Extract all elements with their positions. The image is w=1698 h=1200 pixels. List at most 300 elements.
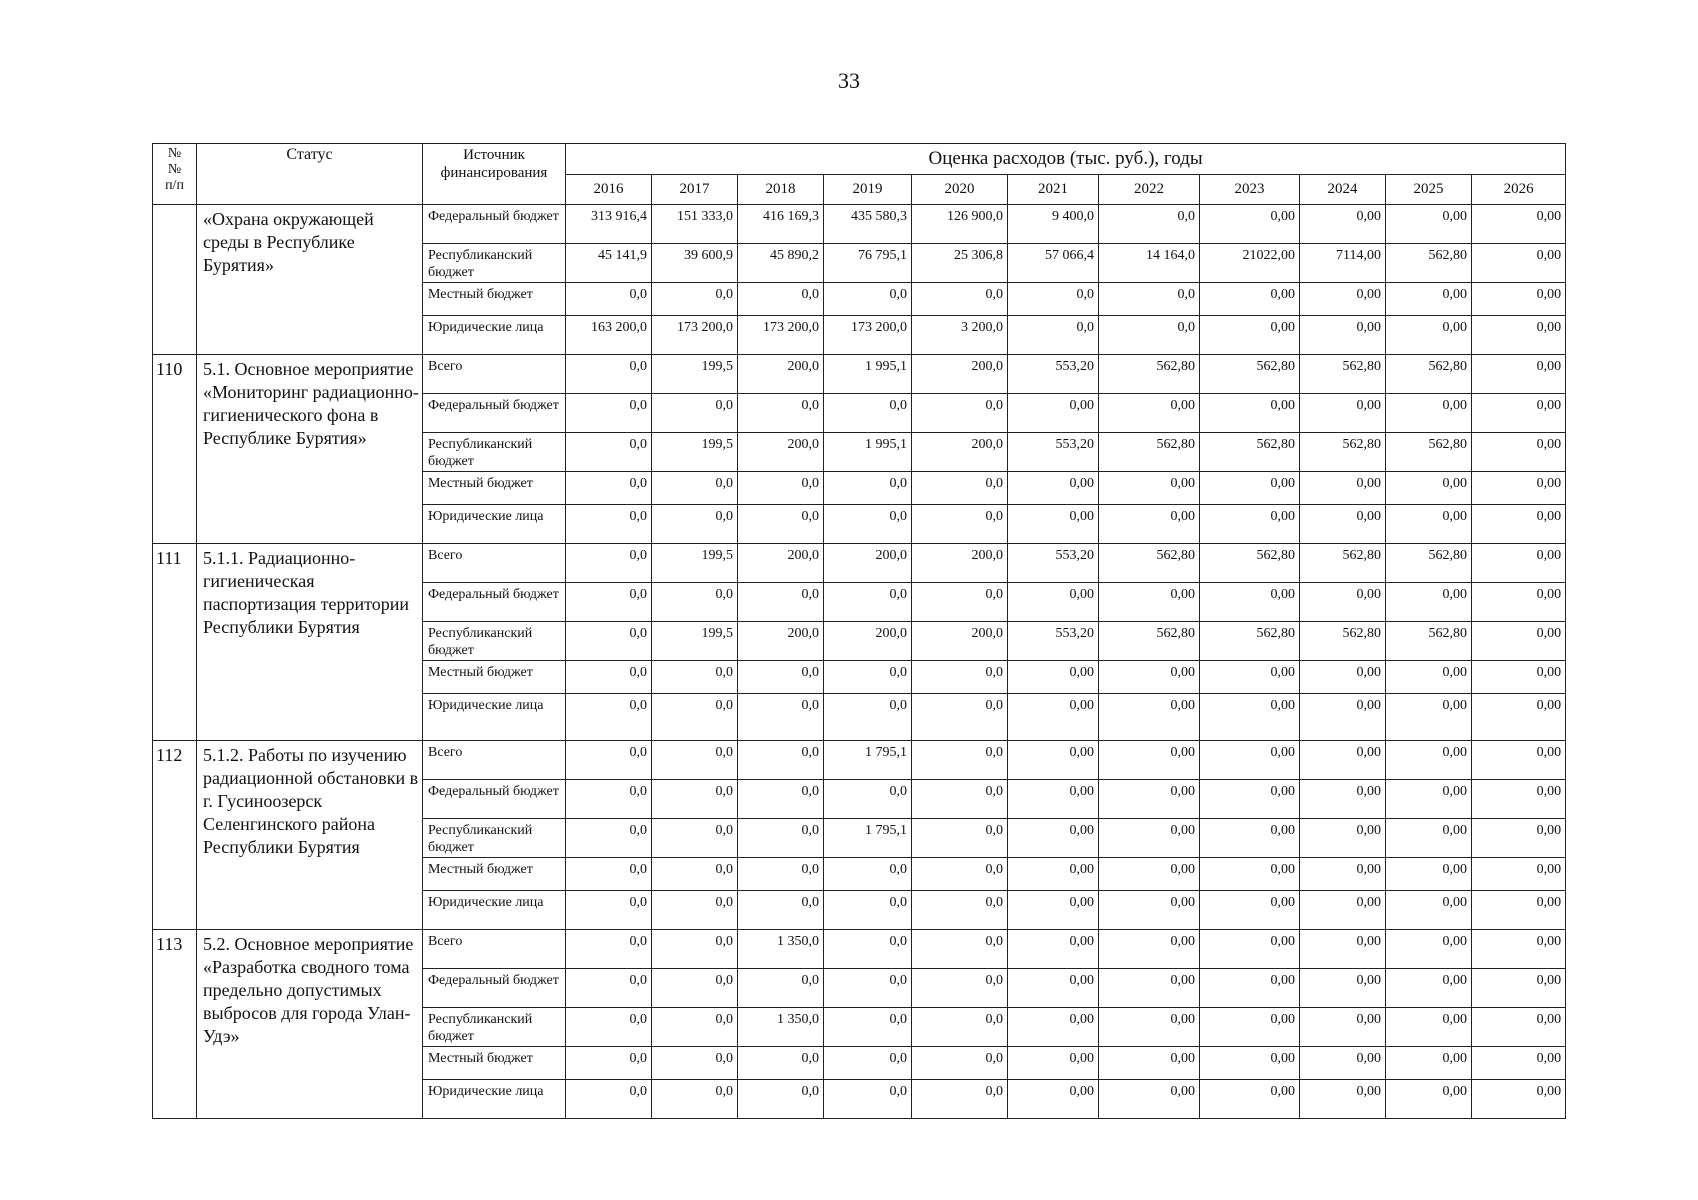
value-cell: 0,00 [1386, 316, 1472, 355]
funding-source: Республиканский бюджет [423, 1008, 566, 1047]
value-cell: 0,0 [1099, 316, 1200, 355]
value-cell: 0,00 [1472, 394, 1566, 433]
value-cell: 0,00 [1300, 583, 1386, 622]
value-cell: 0,00 [1386, 969, 1472, 1008]
value-cell: 0,0 [912, 1008, 1008, 1047]
value-cell: 0,00 [1008, 1047, 1099, 1080]
value-cell: 0,0 [566, 472, 652, 505]
value-cell: 553,20 [1008, 544, 1099, 583]
funding-source: Юридические лица [423, 316, 566, 355]
value-cell: 0,00 [1200, 394, 1300, 433]
value-cell: 0,0 [652, 694, 738, 741]
year-header: 2017 [652, 175, 738, 205]
year-header: 2020 [912, 175, 1008, 205]
value-cell: 0,00 [1008, 819, 1099, 858]
value-cell: 0,00 [1386, 819, 1472, 858]
value-cell: 0,0 [824, 891, 912, 930]
value-cell: 0,0 [652, 472, 738, 505]
value-cell: 0,0 [738, 394, 824, 433]
value-cell: 0,00 [1099, 1080, 1200, 1119]
value-cell: 562,80 [1099, 433, 1200, 472]
value-cell: 562,80 [1200, 544, 1300, 583]
value-cell: 0,0 [1008, 283, 1099, 316]
value-cell: 0,00 [1200, 1008, 1300, 1047]
value-cell: 0,00 [1472, 355, 1566, 394]
value-cell: 7114,00 [1300, 244, 1386, 283]
status-cell: 5.1. Основное мероприятие «Мониторинг радиационно-гигиенического фона в Республике Бурятия» [197, 355, 423, 544]
value-cell: 0,00 [1300, 741, 1386, 780]
value-cell: 0,00 [1386, 741, 1472, 780]
value-cell: 0,0 [566, 819, 652, 858]
value-cell: 0,00 [1200, 472, 1300, 505]
value-cell: 0,00 [1200, 316, 1300, 355]
value-cell: 0,00 [1300, 930, 1386, 969]
value-cell: 0,00 [1008, 472, 1099, 505]
page-number: 33 [838, 68, 860, 93]
value-cell: 0,00 [1300, 780, 1386, 819]
header-num: № № п/п [153, 144, 197, 205]
value-cell: 200,0 [738, 622, 824, 661]
value-cell: 0,00 [1300, 1008, 1386, 1047]
value-cell: 313 916,4 [566, 205, 652, 244]
value-cell: 0,0 [566, 858, 652, 891]
row-number: 111 [153, 544, 197, 741]
value-cell: 57 066,4 [1008, 244, 1099, 283]
value-cell: 0,0 [652, 505, 738, 544]
value-cell: 0,0 [824, 661, 912, 694]
value-cell: 0,0 [1099, 283, 1200, 316]
value-cell: 0,00 [1472, 780, 1566, 819]
value-cell: 562,80 [1386, 433, 1472, 472]
value-cell: 0,0 [652, 583, 738, 622]
value-cell: 200,0 [912, 622, 1008, 661]
value-cell: 0,00 [1386, 891, 1472, 930]
value-cell: 0,00 [1200, 505, 1300, 544]
value-cell: 0,00 [1472, 544, 1566, 583]
value-cell: 1 795,1 [824, 819, 912, 858]
value-cell: 0,0 [566, 891, 652, 930]
value-cell: 0,00 [1300, 283, 1386, 316]
value-cell: 0,0 [652, 394, 738, 433]
value-cell: 0,00 [1472, 244, 1566, 283]
value-cell: 0,0 [824, 780, 912, 819]
value-cell: 0,00 [1386, 283, 1472, 316]
value-cell: 0,0 [824, 472, 912, 505]
funding-source: Федеральный бюджет [423, 583, 566, 622]
value-cell: 0,00 [1099, 505, 1200, 544]
value-cell: 553,20 [1008, 433, 1099, 472]
value-cell: 0,0 [912, 505, 1008, 544]
value-cell: 0,0 [738, 1047, 824, 1080]
status-cell: «Охрана окружающей среды в Республике Бурятия» [197, 205, 423, 355]
value-cell: 0,0 [824, 1080, 912, 1119]
value-cell: 0,0 [566, 433, 652, 472]
value-cell: 0,00 [1472, 858, 1566, 891]
value-cell: 0,00 [1099, 1047, 1200, 1080]
table-body [153, 205, 1566, 1119]
value-cell: 200,0 [912, 433, 1008, 472]
year-header: 2023 [1200, 175, 1300, 205]
value-cell: 0,0 [824, 1008, 912, 1047]
year-header: 2024 [1300, 175, 1386, 205]
value-cell: 0,0 [566, 661, 652, 694]
value-cell: 0,0 [566, 780, 652, 819]
value-cell: 0,00 [1200, 819, 1300, 858]
value-cell: 0,0 [824, 583, 912, 622]
value-cell: 0,00 [1386, 1047, 1472, 1080]
value-cell: 0,00 [1472, 741, 1566, 780]
value-cell: 45 890,2 [738, 244, 824, 283]
year-header: 2025 [1386, 175, 1472, 205]
value-cell: 416 169,3 [738, 205, 824, 244]
value-cell: 562,80 [1200, 433, 1300, 472]
value-cell: 0,00 [1008, 891, 1099, 930]
value-cell: 0,00 [1099, 472, 1200, 505]
value-cell: 0,00 [1472, 583, 1566, 622]
value-cell: 0,00 [1472, 1080, 1566, 1119]
value-cell: 0,0 [738, 819, 824, 858]
value-cell: 0,0 [738, 283, 824, 316]
value-cell: 0,0 [566, 1080, 652, 1119]
value-cell: 0,00 [1472, 505, 1566, 544]
value-cell: 562,80 [1300, 544, 1386, 583]
funding-source: Федеральный бюджет [423, 394, 566, 433]
value-cell: 0,00 [1386, 472, 1472, 505]
value-cell: 0,0 [912, 472, 1008, 505]
value-cell: 9 400,0 [1008, 205, 1099, 244]
value-cell: 0,0 [566, 505, 652, 544]
value-cell: 0,00 [1472, 316, 1566, 355]
value-cell: 562,80 [1200, 622, 1300, 661]
value-cell: 200,0 [824, 544, 912, 583]
value-cell: 0,0 [738, 1080, 824, 1119]
value-cell: 173 200,0 [652, 316, 738, 355]
value-cell: 0,0 [738, 891, 824, 930]
year-header: 2019 [824, 175, 912, 205]
header-estimate: Оценка расходов (тыс. руб.), годы [566, 144, 1566, 175]
table-header [153, 144, 1566, 205]
value-cell: 0,0 [738, 505, 824, 544]
value-cell: 0,0 [824, 1047, 912, 1080]
value-cell: 1 350,0 [738, 1008, 824, 1047]
value-cell: 562,80 [1200, 355, 1300, 394]
value-cell: 0,0 [566, 355, 652, 394]
value-cell: 0,00 [1008, 1080, 1099, 1119]
header-status: Статус [197, 144, 423, 205]
value-cell: 0,0 [652, 741, 738, 780]
value-cell: 0,00 [1099, 858, 1200, 891]
value-cell: 200,0 [738, 355, 824, 394]
value-cell: 0,0 [652, 969, 738, 1008]
value-cell: 151 333,0 [652, 205, 738, 244]
funding-source: Всего [423, 930, 566, 969]
value-cell: 0,00 [1200, 858, 1300, 891]
value-cell: 0,00 [1386, 858, 1472, 891]
value-cell: 0,00 [1099, 661, 1200, 694]
value-cell: 0,00 [1300, 394, 1386, 433]
value-cell: 45 141,9 [566, 244, 652, 283]
funding-source: Местный бюджет [423, 858, 566, 891]
value-cell: 0,0 [652, 780, 738, 819]
value-cell: 0,00 [1472, 930, 1566, 969]
funding-source: Юридические лица [423, 505, 566, 544]
status-cell: 5.1.1. Радиационно-гигиеническая паспортизация территории Республики Бурятия [197, 544, 423, 741]
value-cell: 0,00 [1300, 858, 1386, 891]
funding-source: Местный бюджет [423, 472, 566, 505]
value-cell: 1 995,1 [824, 355, 912, 394]
value-cell: 0,0 [824, 930, 912, 969]
row-number: 110 [153, 355, 197, 544]
value-cell: 0,00 [1386, 394, 1472, 433]
value-cell: 0,00 [1472, 819, 1566, 858]
value-cell: 0,00 [1200, 661, 1300, 694]
funding-source: Местный бюджет [423, 1047, 566, 1080]
value-cell: 0,00 [1300, 969, 1386, 1008]
value-cell: 0,00 [1008, 1008, 1099, 1047]
value-cell: 0,00 [1200, 1047, 1300, 1080]
funding-source: Местный бюджет [423, 661, 566, 694]
value-cell: 0,0 [566, 1008, 652, 1047]
value-cell: 199,5 [652, 433, 738, 472]
value-cell: 3 200,0 [912, 316, 1008, 355]
value-cell: 0,0 [652, 930, 738, 969]
value-cell: 562,80 [1300, 622, 1386, 661]
value-cell: 0,0 [652, 891, 738, 930]
value-cell: 1 350,0 [738, 930, 824, 969]
value-cell: 0,00 [1099, 930, 1200, 969]
value-cell: 0,0 [566, 283, 652, 316]
value-cell: 0,00 [1300, 1047, 1386, 1080]
value-cell: 0,0 [912, 1080, 1008, 1119]
value-cell: 0,0 [566, 622, 652, 661]
year-header: 2021 [1008, 175, 1099, 205]
table-row [153, 930, 1566, 969]
value-cell: 0,00 [1008, 930, 1099, 969]
value-cell: 76 795,1 [824, 244, 912, 283]
budget-table [152, 143, 1566, 1119]
value-cell: 21022,00 [1200, 244, 1300, 283]
value-cell: 0,00 [1099, 394, 1200, 433]
value-cell: 0,00 [1386, 1080, 1472, 1119]
value-cell: 0,0 [1099, 205, 1200, 244]
value-cell: 0,00 [1099, 819, 1200, 858]
value-cell: 0,0 [738, 694, 824, 741]
value-cell: 0,00 [1472, 1047, 1566, 1080]
value-cell: 0,00 [1008, 780, 1099, 819]
value-cell: 0,0 [652, 858, 738, 891]
value-cell: 0,0 [738, 741, 824, 780]
status-cell: 5.1.2. Работы по изучению радиационной обстановки в г. Гусиноозерск Селенгинского района Республики Бурятия [197, 741, 423, 930]
value-cell: 0,0 [824, 394, 912, 433]
value-cell: 0,0 [912, 283, 1008, 316]
row-number: 112 [153, 741, 197, 930]
value-cell: 0,00 [1300, 205, 1386, 244]
row-number: 113 [153, 930, 197, 1119]
value-cell: 0,00 [1099, 583, 1200, 622]
year-header: 2016 [566, 175, 652, 205]
table-row [153, 741, 1566, 780]
value-cell: 562,80 [1099, 355, 1200, 394]
value-cell: 0,0 [912, 1047, 1008, 1080]
value-cell: 0,00 [1472, 472, 1566, 505]
funding-source: Федеральный бюджет [423, 969, 566, 1008]
funding-source: Республиканский бюджет [423, 819, 566, 858]
value-cell: 0,00 [1386, 205, 1472, 244]
value-cell: 0,00 [1386, 661, 1472, 694]
funding-source: Всего [423, 355, 566, 394]
value-cell: 0,00 [1300, 661, 1386, 694]
value-cell: 0,00 [1300, 891, 1386, 930]
value-cell: 0,00 [1008, 694, 1099, 741]
value-cell: 200,0 [912, 355, 1008, 394]
value-cell: 0,0 [824, 505, 912, 544]
table-row [153, 205, 1566, 244]
year-header: 2022 [1099, 175, 1200, 205]
value-cell: 0,0 [738, 472, 824, 505]
value-cell: 0,0 [824, 969, 912, 1008]
value-cell: 0,00 [1200, 694, 1300, 741]
value-cell: 126 900,0 [912, 205, 1008, 244]
value-cell: 0,0 [652, 661, 738, 694]
value-cell: 562,80 [1386, 544, 1472, 583]
value-cell: 200,0 [912, 544, 1008, 583]
value-cell: 0,0 [912, 583, 1008, 622]
value-cell: 0,0 [652, 283, 738, 316]
value-cell: 0,00 [1472, 661, 1566, 694]
value-cell: 0,00 [1300, 694, 1386, 741]
value-cell: 0,00 [1472, 283, 1566, 316]
value-cell: 0,00 [1008, 858, 1099, 891]
value-cell: 0,0 [738, 780, 824, 819]
value-cell: 0,00 [1300, 472, 1386, 505]
value-cell: 562,80 [1386, 355, 1472, 394]
value-cell: 0,0 [566, 694, 652, 741]
value-cell: 200,0 [824, 622, 912, 661]
value-cell: 0,0 [912, 741, 1008, 780]
value-cell: 562,80 [1386, 244, 1472, 283]
value-cell: 0,00 [1472, 694, 1566, 741]
header-source: Источник финансирования [423, 144, 566, 205]
value-cell: 1 795,1 [824, 741, 912, 780]
value-cell: 0,00 [1386, 583, 1472, 622]
value-cell: 0,00 [1300, 316, 1386, 355]
value-cell: 553,20 [1008, 622, 1099, 661]
value-cell: 0,0 [912, 969, 1008, 1008]
value-cell: 0,00 [1099, 741, 1200, 780]
value-cell: 0,00 [1300, 1080, 1386, 1119]
funding-source: Местный бюджет [423, 283, 566, 316]
value-cell: 0,00 [1200, 969, 1300, 1008]
value-cell: 0,0 [912, 819, 1008, 858]
value-cell: 0,0 [912, 858, 1008, 891]
value-cell: 199,5 [652, 622, 738, 661]
funding-source: Федеральный бюджет [423, 780, 566, 819]
value-cell: 0,00 [1099, 1008, 1200, 1047]
table-row [153, 544, 1566, 583]
value-cell: 0,00 [1099, 780, 1200, 819]
value-cell: 163 200,0 [566, 316, 652, 355]
value-cell: 562,80 [1099, 544, 1200, 583]
funding-source: Республиканский бюджет [423, 244, 566, 283]
value-cell: 0,00 [1200, 891, 1300, 930]
value-cell: 0,0 [566, 930, 652, 969]
value-cell: 0,0 [912, 661, 1008, 694]
value-cell: 0,00 [1099, 694, 1200, 741]
value-cell: 0,0 [824, 283, 912, 316]
value-cell: 0,00 [1386, 694, 1472, 741]
value-cell: 0,00 [1008, 741, 1099, 780]
table-row [153, 355, 1566, 394]
value-cell: 0,0 [912, 780, 1008, 819]
value-cell: 0,00 [1200, 780, 1300, 819]
value-cell: 14 164,0 [1099, 244, 1200, 283]
value-cell: 0,0 [912, 394, 1008, 433]
funding-source: Юридические лица [423, 891, 566, 930]
value-cell: 25 306,8 [912, 244, 1008, 283]
value-cell: 562,80 [1386, 622, 1472, 661]
value-cell: 0,00 [1008, 505, 1099, 544]
status-cell: 5.2. Основное мероприятие «Разработка сводного тома предельно допустимых выбросов для города Улан-Удэ» [197, 930, 423, 1119]
value-cell: 0,00 [1099, 969, 1200, 1008]
value-cell: 173 200,0 [824, 316, 912, 355]
value-cell: 39 600,9 [652, 244, 738, 283]
value-cell: 0,00 [1200, 930, 1300, 969]
value-cell: 0,0 [738, 661, 824, 694]
value-cell: 553,20 [1008, 355, 1099, 394]
value-cell: 0,0 [652, 1047, 738, 1080]
value-cell: 0,00 [1099, 891, 1200, 930]
value-cell: 0,00 [1008, 394, 1099, 433]
value-cell: 0,0 [1008, 316, 1099, 355]
year-header: 2018 [738, 175, 824, 205]
row-number [153, 205, 197, 355]
value-cell: 562,80 [1099, 622, 1200, 661]
value-cell: 0,0 [652, 1008, 738, 1047]
value-cell: 0,00 [1200, 583, 1300, 622]
value-cell: 173 200,0 [738, 316, 824, 355]
value-cell: 0,00 [1472, 969, 1566, 1008]
value-cell: 0,0 [566, 741, 652, 780]
funding-source: Юридические лица [423, 1080, 566, 1119]
value-cell: 0,00 [1300, 819, 1386, 858]
value-cell: 0,00 [1008, 583, 1099, 622]
value-cell: 0,00 [1472, 205, 1566, 244]
funding-source: Всего [423, 741, 566, 780]
value-cell: 0,0 [824, 858, 912, 891]
value-cell: 0,00 [1200, 1080, 1300, 1119]
value-cell: 0,00 [1472, 622, 1566, 661]
value-cell: 0,00 [1200, 283, 1300, 316]
value-cell: 0,00 [1386, 780, 1472, 819]
value-cell: 0,0 [566, 969, 652, 1008]
value-cell: 0,00 [1200, 741, 1300, 780]
value-cell: 0,00 [1386, 930, 1472, 969]
value-cell: 199,5 [652, 544, 738, 583]
value-cell: 0,0 [738, 583, 824, 622]
value-cell: 0,00 [1200, 205, 1300, 244]
value-cell: 562,80 [1300, 355, 1386, 394]
funding-source: Республиканский бюджет [423, 433, 566, 472]
value-cell: 0,0 [566, 1047, 652, 1080]
value-cell: 0,0 [652, 1080, 738, 1119]
value-cell: 0,00 [1472, 891, 1566, 930]
value-cell: 0,00 [1008, 969, 1099, 1008]
value-cell: 199,5 [652, 355, 738, 394]
value-cell: 435 580,3 [824, 205, 912, 244]
value-cell: 0,0 [912, 694, 1008, 741]
value-cell: 0,00 [1472, 433, 1566, 472]
value-cell: 562,80 [1300, 433, 1386, 472]
